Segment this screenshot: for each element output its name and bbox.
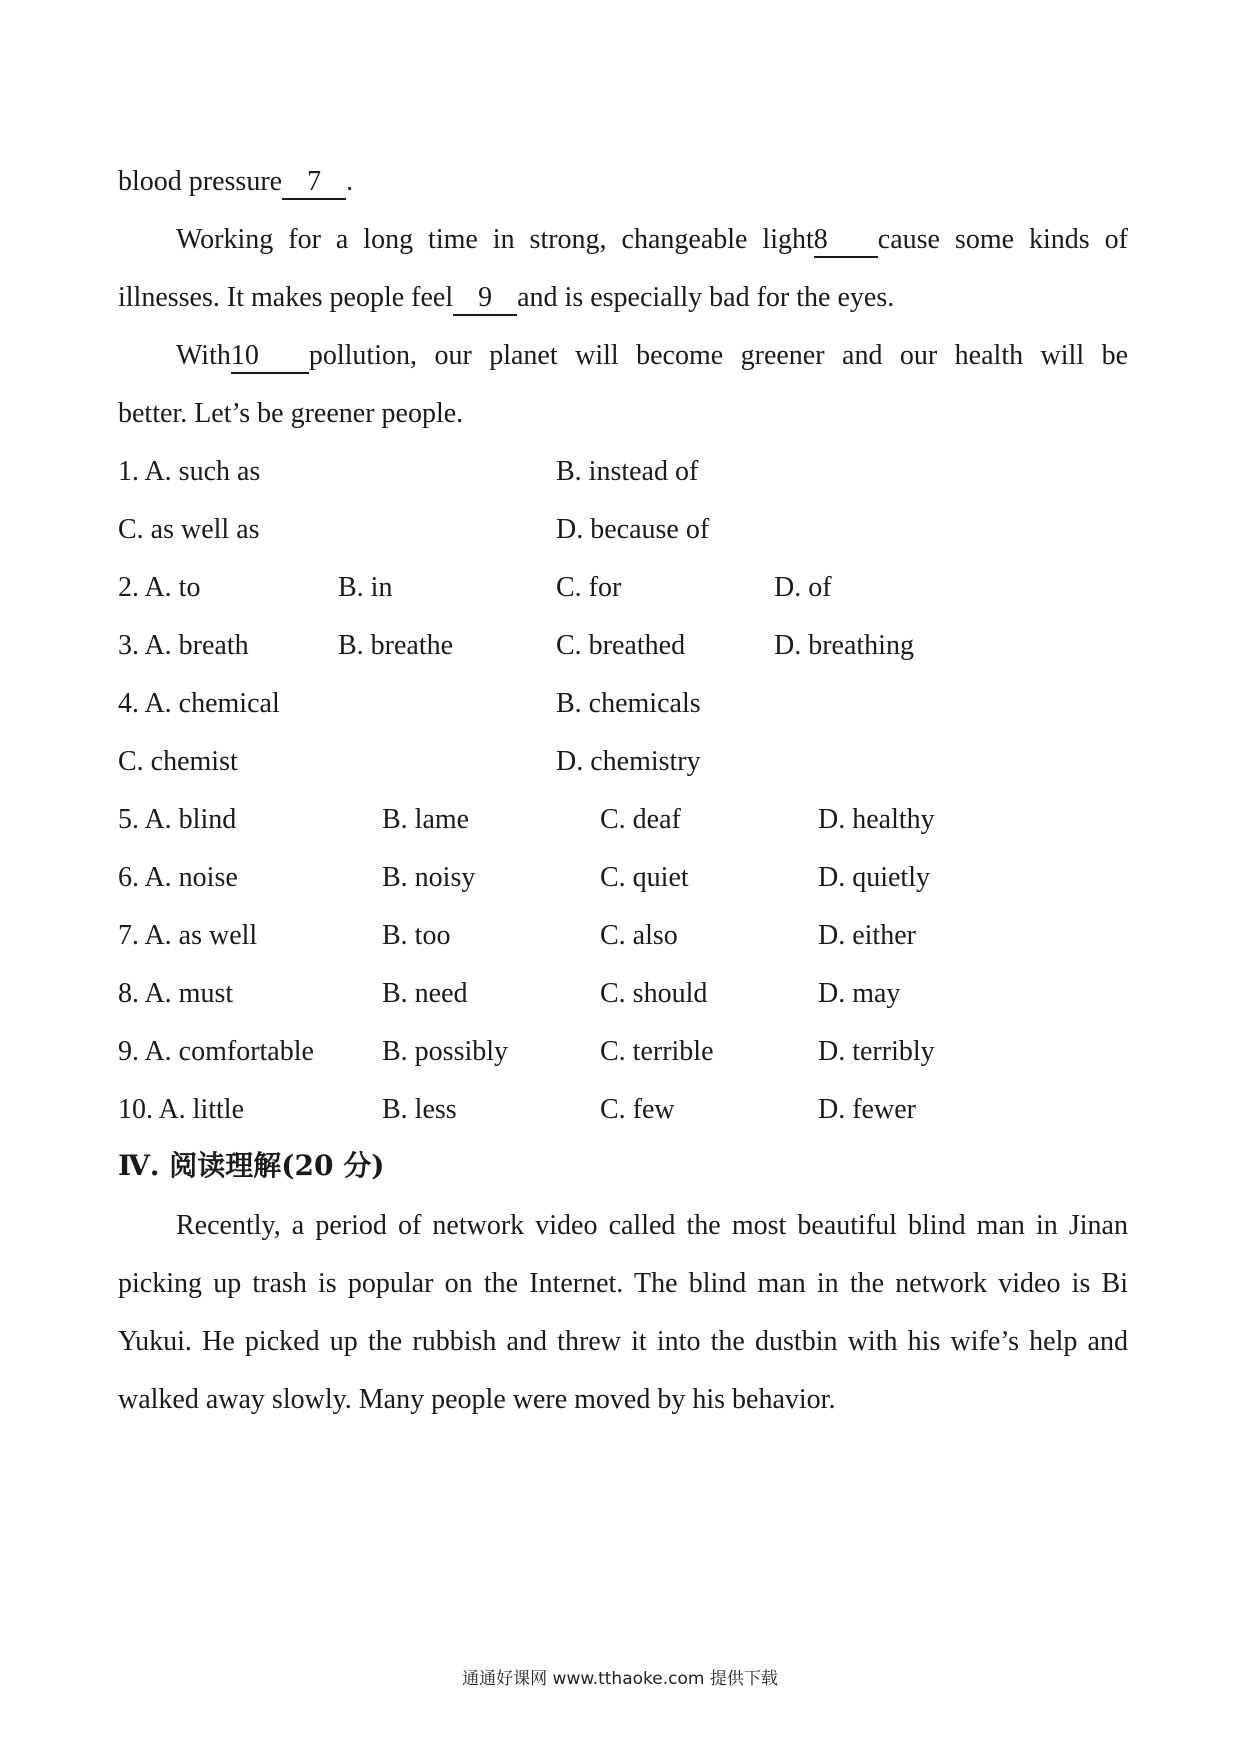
q8-option-a: 8. A. must — [118, 978, 234, 1009]
blank-10: 10 — [231, 340, 309, 374]
passage-text: illnesses. It makes people feel — [118, 282, 454, 313]
q1-option-c: C. as well as — [118, 514, 260, 545]
passage-line-5: better. Let’s be greener people. — [118, 398, 464, 429]
q7-option-b: B. too — [382, 920, 451, 951]
q3-option-b: B. breathe — [338, 630, 454, 661]
q5-option-b: B. lame — [382, 804, 470, 835]
q9-option-c: C. terrible — [600, 1036, 714, 1067]
reading-line-1: Recently, a period of network video called the most beautiful blind man in Jinan — [176, 1210, 1128, 1241]
q4-option-a: 4. A. chemical — [118, 688, 280, 719]
blank-9: 9 — [453, 282, 517, 316]
passage-text: pollution, our planet will become greener and our health will be — [308, 340, 1128, 371]
q3-option-c: C. breathed — [556, 630, 686, 661]
passage-text: blood pressure — [118, 166, 283, 197]
q2-option-b: B. in — [338, 572, 393, 603]
q7-option-c: C. also — [600, 920, 678, 951]
q5-option-c: C. deaf — [600, 804, 681, 835]
passage-line-4 — [176, 336, 1128, 376]
q5-option-a: 5. A. blind — [118, 804, 237, 835]
passage-line-1 — [118, 162, 1128, 202]
q4-option-b: B. chemicals — [556, 688, 701, 719]
q2-option-d: D. of — [774, 572, 832, 603]
reading-line-3: Yukui. He picked up the rubbish and threw it into the dustbin with his wife’s help and — [118, 1326, 1128, 1357]
q10-option-a: 10. A. little — [118, 1094, 244, 1125]
q6-option-c: C. quiet — [600, 862, 689, 893]
passage-line-3 — [118, 278, 1128, 318]
q6-option-d: D. quietly — [818, 862, 930, 893]
section-heading-reading: Ⅳ. 阅读理解(20 分) — [118, 1149, 385, 1182]
passage-line-2 — [176, 220, 1128, 260]
blank-7: 7 — [282, 166, 346, 200]
q5-option-d: D. healthy — [818, 804, 935, 835]
passage-text: . — [346, 166, 354, 197]
q8-option-c: C. should — [600, 978, 708, 1009]
passage-text: With — [176, 340, 231, 371]
page-footer: 通通好课网 www.tthaoke.com 提供下载 — [462, 1669, 778, 1689]
q9-option-d: D. terribly — [818, 1036, 935, 1067]
q1-option-d: D. because of — [556, 514, 710, 545]
reading-line-2: picking up trash is popular on the Internet. The blind man in the network video is Bi — [118, 1268, 1128, 1299]
q7-option-a: 7. A. as well — [118, 920, 258, 951]
q10-option-c: C. few — [600, 1094, 675, 1125]
q1-option-b: B. instead of — [556, 456, 699, 487]
q10-option-b: B. less — [382, 1094, 457, 1125]
passage-text: Working for a long time in strong, changeable light — [176, 224, 814, 255]
q2-option-a: 2. A. to — [118, 572, 201, 603]
q3-option-d: D. breathing — [774, 630, 914, 661]
q6-option-b: B. noisy — [382, 862, 476, 893]
q8-option-b: B. need — [382, 978, 468, 1009]
q10-option-d: D. fewer — [818, 1094, 916, 1125]
q2-option-c: C. for — [556, 572, 622, 603]
q9-option-b: B. possibly — [382, 1036, 509, 1067]
q3-option-a: 3. A. breath — [118, 630, 249, 661]
q8-option-d: D. may — [818, 978, 901, 1009]
passage-text: and is especially bad for the eyes. — [517, 282, 895, 313]
q7-option-d: D. either — [818, 920, 916, 951]
q4-option-c: C. chemist — [118, 746, 238, 777]
passage-text: cause some kinds of — [877, 224, 1128, 255]
q9-option-a: 9. A. comfortable — [118, 1036, 314, 1067]
q6-option-a: 6. A. noise — [118, 862, 238, 893]
blank-8: 8 — [814, 224, 878, 258]
q1-option-a: 1. A. such as — [118, 456, 261, 487]
reading-line-4: walked away slowly. Many people were moved by his behavior. — [118, 1384, 836, 1415]
q4-option-d: D. chemistry — [556, 746, 701, 777]
